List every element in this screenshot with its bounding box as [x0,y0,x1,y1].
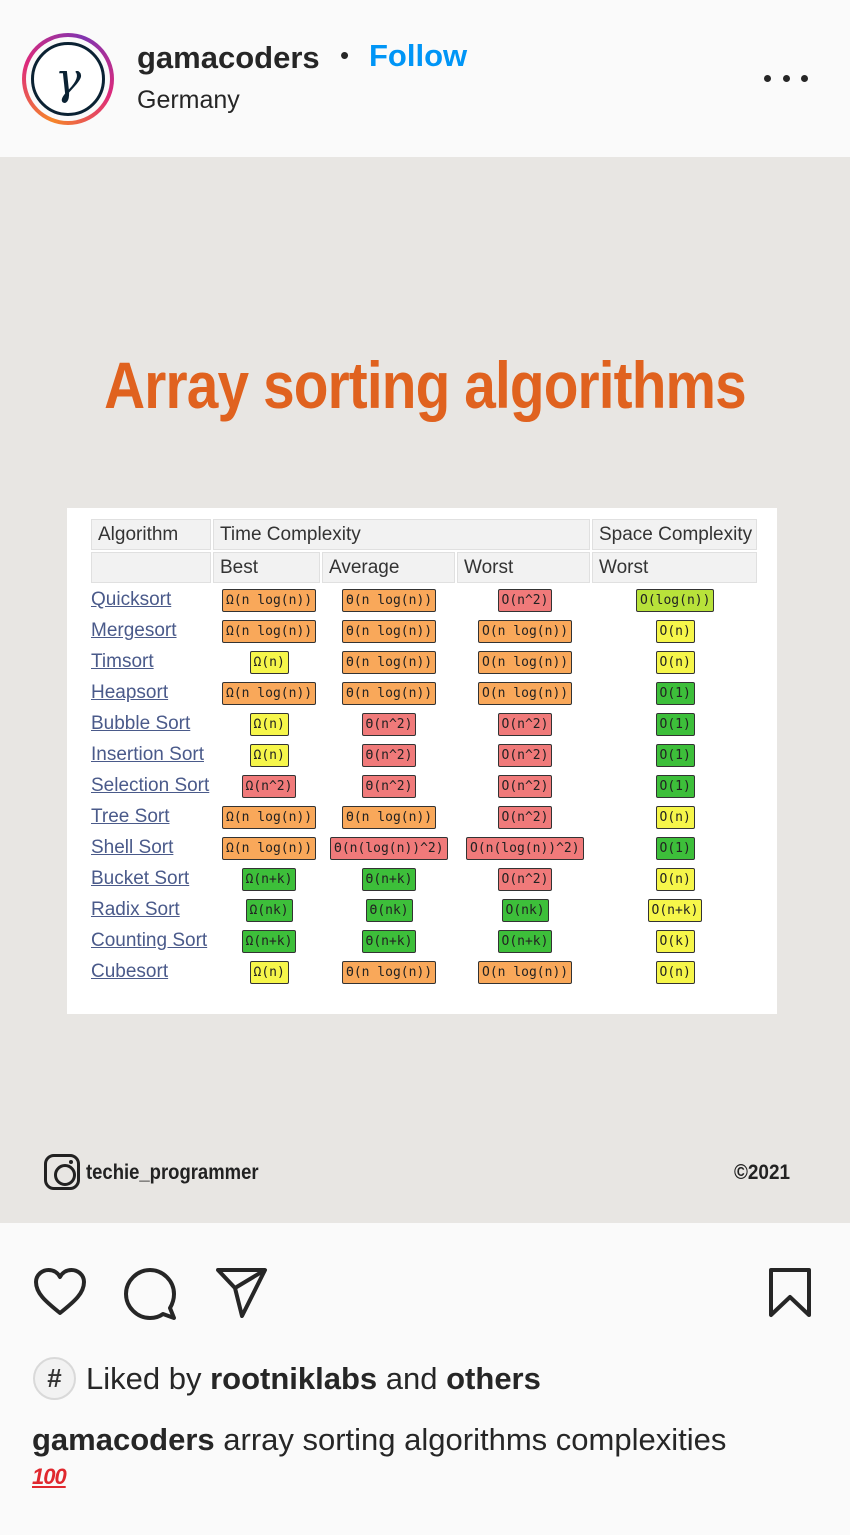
complexity-cell-avg: Θ(n log(n)) [342,806,436,829]
complexity-cell-best: Ω(n) [250,713,289,736]
header-space-worst: Worst [592,552,757,583]
more-icon[interactable] [764,60,808,96]
algorithm-link[interactable]: Counting Sort [91,930,208,951]
complexity-cell-space: O(1) [656,744,695,767]
complexity-cell-space: O(1) [656,775,695,798]
caption-text: array sorting algorithms complexities [214,1422,727,1457]
complexity-table [67,508,777,1014]
complexity-cell-worst: O(n^2) [498,806,553,829]
watermark-handle: techie_programmer [86,1161,259,1184]
instagram-icon [44,1154,80,1190]
complexity-cell-best: Ω(nk) [246,899,293,922]
complexity-cell-avg: Θ(n log(n)) [342,682,436,705]
hundred-points-icon: 100 [32,1464,66,1489]
post-header [0,0,850,157]
algorithm-link[interactable]: Insertion Sort [91,744,204,765]
complexity-cell-best: Ω(n) [250,744,289,767]
username-link[interactable]: gamacoders [137,40,320,75]
complexity-cell-space: O(n) [656,806,695,829]
complexity-cell-space: O(1) [656,837,695,860]
post-image-title: Array sorting algorithms [104,348,746,422]
complexity-cell-avg: Θ(nk) [366,899,413,922]
header-worst: Worst [457,552,590,583]
caption [32,1422,726,1458]
complexity-cell-worst: O(n log(n)) [478,961,572,984]
algorithm-link[interactable]: Quicksort [91,589,172,610]
complexity-cell-best: Ω(n^2) [242,775,297,798]
algorithm-link[interactable]: Cubesort [91,961,169,982]
header-time-complexity: Time Complexity [213,519,590,550]
complexity-cell-avg: Θ(n log(n)) [342,589,436,612]
complexity-cell-worst: O(n log(n)) [478,620,572,643]
liked-by-text [86,1361,541,1397]
complexity-cell-avg: Θ(n log(n)) [342,961,436,984]
complexity-cell-worst: O(n log(n)) [478,651,572,674]
header-average: Average [322,552,455,583]
complexity-cell-avg: Θ(n+k) [362,930,417,953]
complexity-cell-worst: O(n log(n)) [478,682,572,705]
separator-dot: • [340,40,350,70]
complexity-cell-worst: O(n^2) [498,744,553,767]
complexity-cell-worst: O(n+k) [498,930,553,953]
algorithm-link[interactable]: Timsort [91,651,154,672]
complexity-cell-best: Ω(n+k) [242,868,297,891]
algorithm-link[interactable]: Radix Sort [91,899,180,920]
bookmark-icon[interactable] [767,1267,813,1319]
share-icon[interactable] [215,1267,269,1319]
complexity-cell-space: O(n) [656,620,695,643]
complexity-cell-avg: Θ(n log(n)) [342,651,436,674]
complexity-cell-space: O(log(n)) [636,589,714,612]
complexity-cell-avg: Θ(n(log(n))^2) [330,837,448,860]
avatar[interactable] [22,33,114,125]
complexity-cell-worst: O(n(log(n))^2) [466,837,584,860]
complexity-cell-avg: Θ(n^2) [362,744,417,767]
complexity-cell-worst: O(n^2) [498,868,553,891]
complexity-cell-avg: Θ(n log(n)) [342,620,436,643]
algorithm-link[interactable]: Selection Sort [91,775,210,796]
post-image[interactable] [0,157,850,1223]
caption-username-link[interactable]: gamacoders [32,1422,215,1457]
complexity-cell-space: O(n) [656,651,695,674]
header-best: Best [213,552,320,583]
liked-by-avatar[interactable]: # [33,1357,76,1400]
complexity-cell-worst: O(n^2) [498,713,553,736]
complexity-cell-avg: Θ(n^2) [362,713,417,736]
complexity-cell-best: Ω(n log(n)) [222,682,316,705]
heart-icon[interactable] [33,1267,87,1317]
complexity-cell-best: Ω(n log(n)) [222,806,316,829]
algorithm-link[interactable]: Shell Sort [91,837,174,858]
header-blank [91,552,211,583]
post-actions [0,1223,850,1535]
location-link[interactable]: Germany [137,86,240,114]
complexity-cell-worst: O(n^2) [498,589,553,612]
header-space-complexity: Space Complexity [592,519,757,550]
complexity-cell-space: O(n) [656,868,695,891]
complexity-cell-worst: O(nk) [502,899,549,922]
algorithm-link[interactable]: Bucket Sort [91,868,190,889]
complexity-cell-space: O(1) [656,682,695,705]
follow-button[interactable]: Follow [369,38,468,73]
avatar-logo: γ [31,42,105,116]
complexity-cell-avg: Θ(n^2) [362,775,417,798]
algorithm-link[interactable]: Mergesort [91,620,177,641]
liked-user-link[interactable]: rootniklabs [210,1361,378,1396]
complexity-cell-space: O(1) [656,713,695,736]
complexity-cell-best: Ω(n) [250,961,289,984]
liked-others-link[interactable]: others [446,1361,541,1396]
complexity-cell-best: Ω(n) [250,651,289,674]
algorithm-link[interactable]: Bubble Sort [91,713,191,734]
liked-prefix: Liked by [86,1361,211,1396]
complexity-cell-avg: Θ(n+k) [362,868,417,891]
complexity-cell-best: Ω(n+k) [242,930,297,953]
complexity-cell-space: O(n) [656,961,695,984]
algorithm-link[interactable]: Heapsort [91,682,169,703]
complexity-cell-worst: O(n^2) [498,775,553,798]
algorithm-link[interactable]: Tree Sort [91,806,170,827]
copyright-text: ©2021 [734,1161,790,1184]
complexity-cell-space: O(k) [656,930,695,953]
complexity-cell-best: Ω(n log(n)) [222,620,316,643]
complexity-cell-space: O(n+k) [648,899,703,922]
header-algorithm: Algorithm [91,519,211,550]
complexity-cell-best: Ω(n log(n)) [222,589,316,612]
comment-icon[interactable] [123,1267,177,1321]
complexity-cell-best: Ω(n log(n)) [222,837,316,860]
liked-mid: and [377,1361,447,1396]
